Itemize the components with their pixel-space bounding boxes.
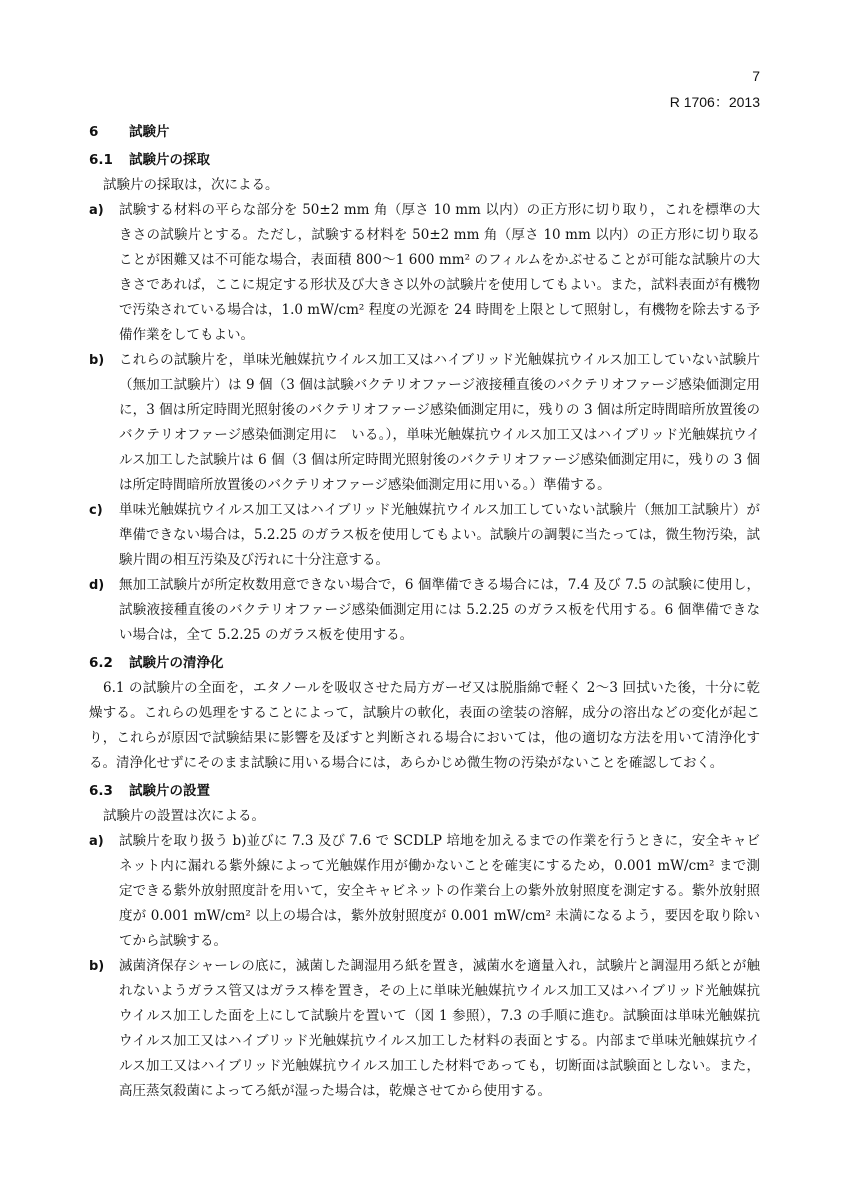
section-6-2-text: 6.1 の試験片の全面を，エタノールを吸収させた局方ガーゼ又は脱脂綿で軽く 2～3 回拭いた後，十分に乾燥する。これらの処理をすることによって，試験片の軟化，表面の塗装の溶解，成分の溶出などの変化が起こり，これらが原因で試験結果に影響を及ぼすと判断される場合においては，他の適切な方法を用いて清浄化する。清浄化せずにそのまま試験に用いる場合には，あらかじめ微生物の汚染がないことを確認しておく。: [89, 680, 760, 771]
item-text: 無加工試験片が所定枚数用意できない場合で，6 個準備できる場合には，7.4 及び 7.5 の試験に使用し，試験液接種直後のバクテリオファージ感染価測定用には 5.2.25 のガラス板を代用する。6 個準備できない場合は，全て 5.2.25 のガラス板を使用する。: [119, 577, 760, 643]
item-marker: a): [89, 834, 104, 849]
item-marker: b): [89, 959, 105, 974]
section-title: 試験片の採取: [129, 152, 210, 168]
list-item: [89, 829, 760, 954]
item-marker: d): [89, 578, 105, 593]
standard-code: R 1706：2013: [669, 94, 760, 110]
section-6-2-heading: [89, 651, 760, 676]
section-6-1-intro: 試験片の採取は，次による。: [103, 177, 279, 193]
section-number: 6.3: [89, 783, 113, 799]
item-text: 試験片を取り扱う b)並びに 7.3 及び 7.6 で SCDLP 培地を加えるまでの作業を行うときに，安全キャビネット内に漏れる紫外線によって光触媒作用が働かないことを確実にするため，0.001 mW/cm² まで測定できる紫外放射照度計を用いて，安全キャビネットの作業台上の紫外放射照度を測定する。紫外放射照度が 0.001 mW/cm² 以上の場合は，紫外放射照度が 0.001 mW/cm² 未満になるよう，要因を取り除いてから試験する。: [119, 833, 760, 949]
item-text: 単味光触媒抗ウイルス加工又はハイブリッド光触媒抗ウイルス加工していない試験片（無加工試験片）が準備できない場合は，5.2.25 のガラス板を使用してもよい。試験片の調製に当たっては，微生物汚染，試験片間の相互汚染及び汚れに十分注意する。: [119, 502, 760, 568]
section-number: 6.1: [89, 152, 113, 168]
section-6-3-intro: 試験片の設置は次による。: [103, 808, 265, 824]
page-number: 7: [752, 68, 760, 84]
list-item: [89, 348, 760, 498]
section-title: 試験片の設置: [129, 783, 210, 799]
section-6-3-heading: [89, 779, 760, 804]
section-title: 試験片: [129, 124, 170, 140]
list-item: [89, 954, 760, 1104]
section-number: 6.2: [89, 655, 113, 671]
section-title: 試験片の清浄化: [129, 655, 224, 671]
item-marker: b): [89, 353, 105, 368]
document-body: [89, 120, 760, 1104]
item-marker: a): [89, 203, 104, 218]
list-item: [89, 198, 760, 348]
item-text: これらの試験片を，単味光触媒抗ウイルス加工又はハイブリッド光触媒抗ウイルス加工していない試験片（無加工試験片）は 9 個（3 個は試験バクテリオファージ液接種直後のバクテリオファージ感染価測定用に，3 個は所定時間光照射後のバクテリオファージ感染価測定用に，残りの 3 個は所定時間暗所放置後のバクテリオファージ感染価測定用に いる。），単味光触媒抗ウイルス加工又はハイブリッド光触媒抗ウイルス加工した試験片は 6 個（3 個は所定時間光照射後のバクテリオファージ感染価測定用に，残りの 3 個は所定時間暗所放置後のバクテリオファージ感染価測定用に用いる。）準備する。: [119, 352, 760, 493]
list-item: [89, 573, 760, 648]
section-number: 6: [89, 124, 99, 140]
item-marker: c): [89, 503, 103, 518]
list-item: [89, 498, 760, 573]
item-text: 滅菌済保存シャーレの底に，滅菌した調湿用ろ紙を置き，滅菌水を適量入れ，試験片と調湿用ろ紙とが触れないようガラス管又はガラス棒を置き，その上に単味光触媒抗ウイルス加工又はハイブリッド光触媒抗ウイルス加工した面を上にして試験片を置いて（図 1 参照），7.3 の手順に進む。試験面は単味光触媒抗ウイルス加工又はハイブリッド光触媒抗ウイルス加工した材料の表面とする。内部まで単味光触媒抗ウイルス加工又はハイブリッド光触媒抗ウイルス加工した材料であっても，切断面は試験面としない。また，高圧蒸気殺菌によってろ紙が湿った場合は，乾燥させてから使用する。: [119, 958, 760, 1099]
item-text: 試験する材料の平らな部分を 50±2 mm 角（厚さ 10 mm 以内）の正方形に切り取り，これを標準の大きさの試験片とする。ただし，試験する材料を 50±2 mm 角（厚さ 10 mm 以内）の正方形に切り取ることが困難又は不可能な場合，表面積 800～1 600 mm² のフィルムをかぶせることが可能な試験片の大きさであれば，ここに規定する形状及び大きさ以外の試験片を使用してもよい。また，試料表面が有機物で汚染されている場合は，1.0 mW/cm² 程度の光源を 24 時間を上限として照射し，有機物を除去する予備作業をしてもよい。: [119, 202, 760, 343]
section-6-heading: [89, 120, 760, 145]
section-6-1-heading: [89, 148, 760, 173]
